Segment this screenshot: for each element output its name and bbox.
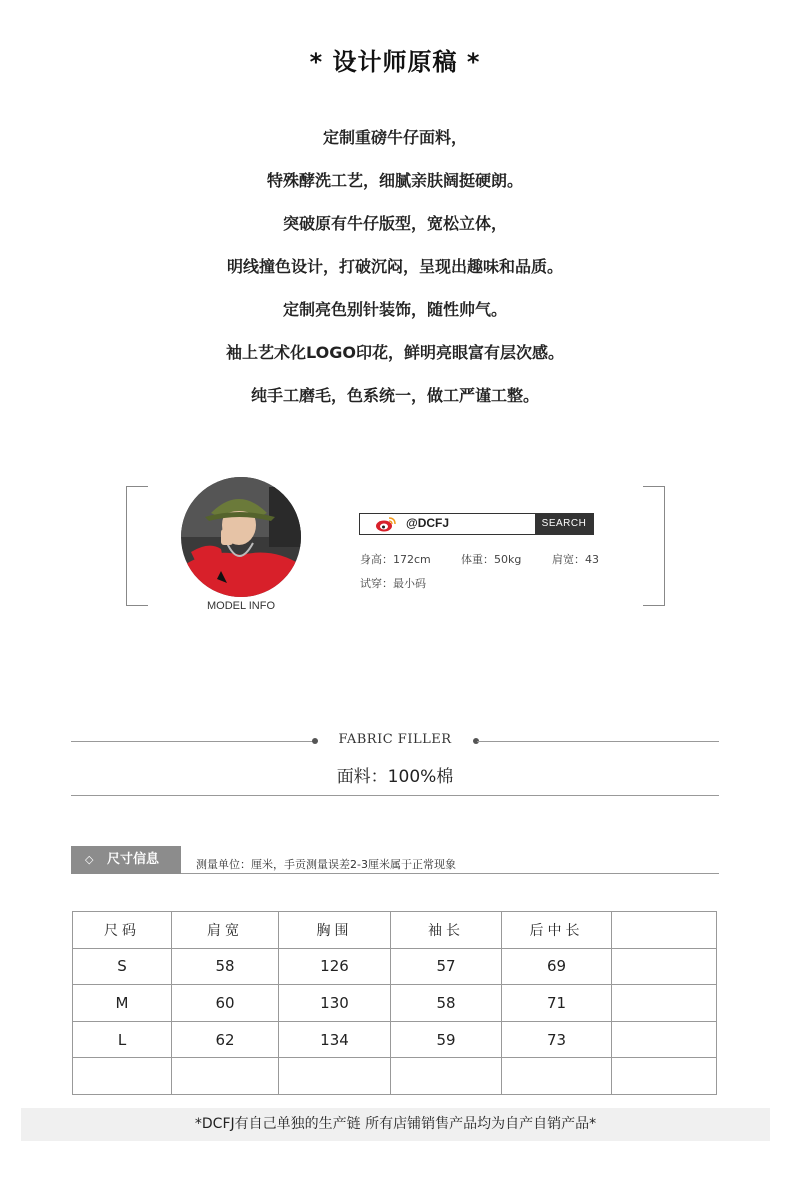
table-cell: 126 bbox=[279, 948, 391, 985]
table-cell: 58 bbox=[172, 948, 279, 985]
table-cell: 73 bbox=[502, 1021, 612, 1058]
fabric-divider-bottom bbox=[71, 795, 719, 796]
table-row bbox=[73, 1021, 717, 1058]
header-cell: 后中长 bbox=[502, 912, 612, 949]
table-cell: 58 bbox=[391, 985, 502, 1022]
header-cell: 袖长 bbox=[391, 912, 502, 949]
table-cell bbox=[612, 985, 717, 1022]
fabric-title: FABRIC FILLER bbox=[338, 732, 452, 747]
description-line: 突破原有牛仔版型，宽松立体， bbox=[282, 214, 507, 233]
description-line: 定制亮色别针装饰，随性帅气。 bbox=[282, 300, 507, 319]
size-info-divider bbox=[181, 873, 719, 874]
description-line: 袖上艺术化LOGO印花，鲜明亮眼富有层次感。 bbox=[226, 343, 564, 362]
design-description bbox=[0, 116, 790, 417]
size-measure-note: 测量单位：厘米，手贡测量误差2-3厘米属于正常现象 bbox=[196, 858, 456, 871]
card-bracket-left bbox=[126, 486, 148, 606]
table-cell: 62 bbox=[172, 1021, 279, 1058]
table-cell bbox=[612, 1058, 717, 1095]
model-height: 身高：172cm bbox=[360, 553, 431, 566]
header-cell bbox=[612, 912, 717, 949]
weibo-search-box[interactable] bbox=[359, 513, 594, 535]
weibo-icon bbox=[375, 515, 397, 533]
model-avatar bbox=[181, 477, 301, 597]
table-cell: 60 bbox=[172, 985, 279, 1022]
table-row bbox=[73, 1058, 717, 1095]
description-line: 明线撞色设计，打破沉闷，呈现出趣味和品质。 bbox=[226, 257, 563, 276]
table-cell: 57 bbox=[391, 948, 502, 985]
table-cell bbox=[73, 1058, 172, 1095]
model-try-on: 试穿：最小码 bbox=[360, 577, 426, 590]
table-cell: 130 bbox=[279, 985, 391, 1022]
model-shoulder: 肩宽：43 bbox=[552, 553, 599, 566]
footer-note: *DCFJ有自己单独的生产链 所有店铺销售产品均为自产自销产品* bbox=[21, 1108, 770, 1141]
table-cell: 59 bbox=[391, 1021, 502, 1058]
table-cell: 69 bbox=[502, 948, 612, 985]
fabric-content: 面料：100%棉 bbox=[336, 767, 454, 787]
table-row bbox=[73, 948, 717, 985]
fabric-dot-left bbox=[312, 738, 318, 744]
description-line: 纯手工磨毛，色系统一，做工严谨工整。 bbox=[250, 386, 539, 405]
table-cell bbox=[172, 1058, 279, 1095]
model-weight: 体重：50kg bbox=[461, 553, 522, 566]
table-cell bbox=[279, 1058, 391, 1095]
table-header-row bbox=[73, 912, 717, 949]
size-info-label: 尺寸信息 bbox=[107, 852, 160, 867]
table-cell bbox=[612, 1021, 717, 1058]
size-info-tag bbox=[71, 846, 181, 874]
table-cell bbox=[612, 948, 717, 985]
header-cell: 尺码 bbox=[73, 912, 172, 949]
fabric-divider-right bbox=[477, 741, 719, 742]
description-line: 特殊酵洗工艺，细腻亲肤阔挺硬朗。 bbox=[266, 171, 523, 190]
header-cell: 肩宽 bbox=[172, 912, 279, 949]
table-row bbox=[73, 985, 717, 1022]
table-cell: L bbox=[73, 1021, 172, 1058]
table-cell: M bbox=[73, 985, 172, 1022]
description-line: 定制重磅牛仔面料， bbox=[322, 128, 467, 147]
weibo-handle: @DCFJ bbox=[406, 516, 450, 530]
header-cell: 胸围 bbox=[279, 912, 391, 949]
fabric-divider-left bbox=[71, 741, 314, 742]
model-info-label: MODEL INFO bbox=[206, 600, 276, 612]
size-table bbox=[72, 911, 717, 1095]
diamond-icon: ◇ bbox=[85, 853, 94, 866]
search-button[interactable]: SEARCH bbox=[535, 514, 593, 534]
card-bracket-right bbox=[643, 486, 665, 606]
table-cell: 134 bbox=[279, 1021, 391, 1058]
page-title: * 设计师原稿 * bbox=[309, 48, 481, 76]
table-cell: 71 bbox=[502, 985, 612, 1022]
table-cell: S bbox=[73, 948, 172, 985]
table-cell bbox=[502, 1058, 612, 1095]
table-cell bbox=[391, 1058, 502, 1095]
